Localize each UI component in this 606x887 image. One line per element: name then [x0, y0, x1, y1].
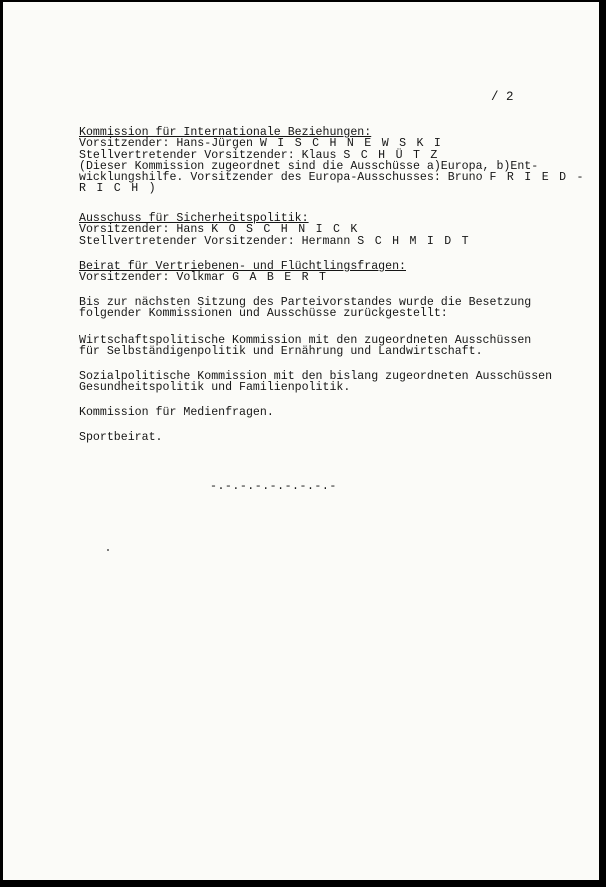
spaced-name: RICH)	[79, 182, 166, 196]
page-number: / 2	[491, 90, 514, 104]
line-label: Vorsitzender: Hans	[79, 223, 212, 237]
note-line: (Dieser Kommission zugeordnet sind die Ausschüsse a)Europa, b)Ent-	[79, 159, 539, 173]
spaced-name: FRIED-	[489, 171, 594, 185]
spaced-name: WISCHNEWSKI	[259, 137, 452, 151]
postponed-item	[79, 371, 599, 394]
spaced-name: KOSCHNICK	[211, 223, 368, 237]
line-label: Stellvertretender Vorsitzender: Klaus	[79, 148, 344, 162]
note-line	[79, 183, 599, 194]
deputy-chairman-line	[79, 236, 599, 247]
line-label: Vorsitzender: Hans-Jürgen	[79, 137, 260, 151]
section-security-policy	[79, 213, 599, 247]
document-body	[3, 2, 599, 880]
postponed-item	[79, 432, 599, 443]
chairman-line	[79, 272, 599, 283]
paragraph-line: Kommission für Medienfragen.	[79, 406, 274, 419]
paragraph-line: folgender Kommissionen und Ausschüsse zurückgestellt:	[79, 307, 448, 321]
section-heading: Kommission für Internationale Beziehungen:	[79, 126, 372, 139]
postponed-intro-paragraph	[79, 297, 599, 320]
paragraph-line: für Selbständigenpolitik und Ernährung und Landwirtschaft.	[79, 345, 483, 359]
line-label: Stellvertretender Vorsitzender: Hermann	[79, 234, 358, 248]
spaced-name: SCHÜTZ	[343, 148, 448, 162]
paragraph-line: Bis zur nächsten Sitzung des Parteivorstandes wurde die Besetzung	[79, 296, 532, 309]
section-international-relations	[79, 127, 599, 195]
scan-speck	[107, 549, 109, 551]
document-page	[3, 2, 599, 880]
section-refugee-council	[79, 261, 599, 284]
paragraph-line: Wirtschaftspolitische Kommission mit den zugeordneten Ausschüssen	[79, 334, 532, 347]
line-label: Vorsitzender: Volkmar	[79, 271, 233, 285]
paragraph-line: Gesundheitspolitik und Familienpolitik.	[79, 381, 351, 395]
separator-line: -.-.-.-.-.-.-.-.-	[210, 480, 337, 493]
section-heading: Ausschuss für Sicherheitspolitik:	[79, 212, 309, 225]
spaced-name: SCHMIDT	[357, 234, 480, 248]
paragraph-line: Sozialpolitische Kommission mit den bislang zugeordneten Ausschüssen	[79, 370, 553, 383]
spaced-name: GABERT	[232, 271, 337, 285]
line-label: wicklungshilfe. Vorsitzender des Europa-Ausschusses: Bruno	[79, 171, 490, 185]
postponed-item	[79, 407, 599, 418]
paragraph-line: Sportbeirat.	[79, 431, 163, 444]
postponed-item	[79, 335, 599, 358]
section-heading: Beirat für Vertriebenen- und Flüchtlingsfragen:	[79, 260, 406, 273]
